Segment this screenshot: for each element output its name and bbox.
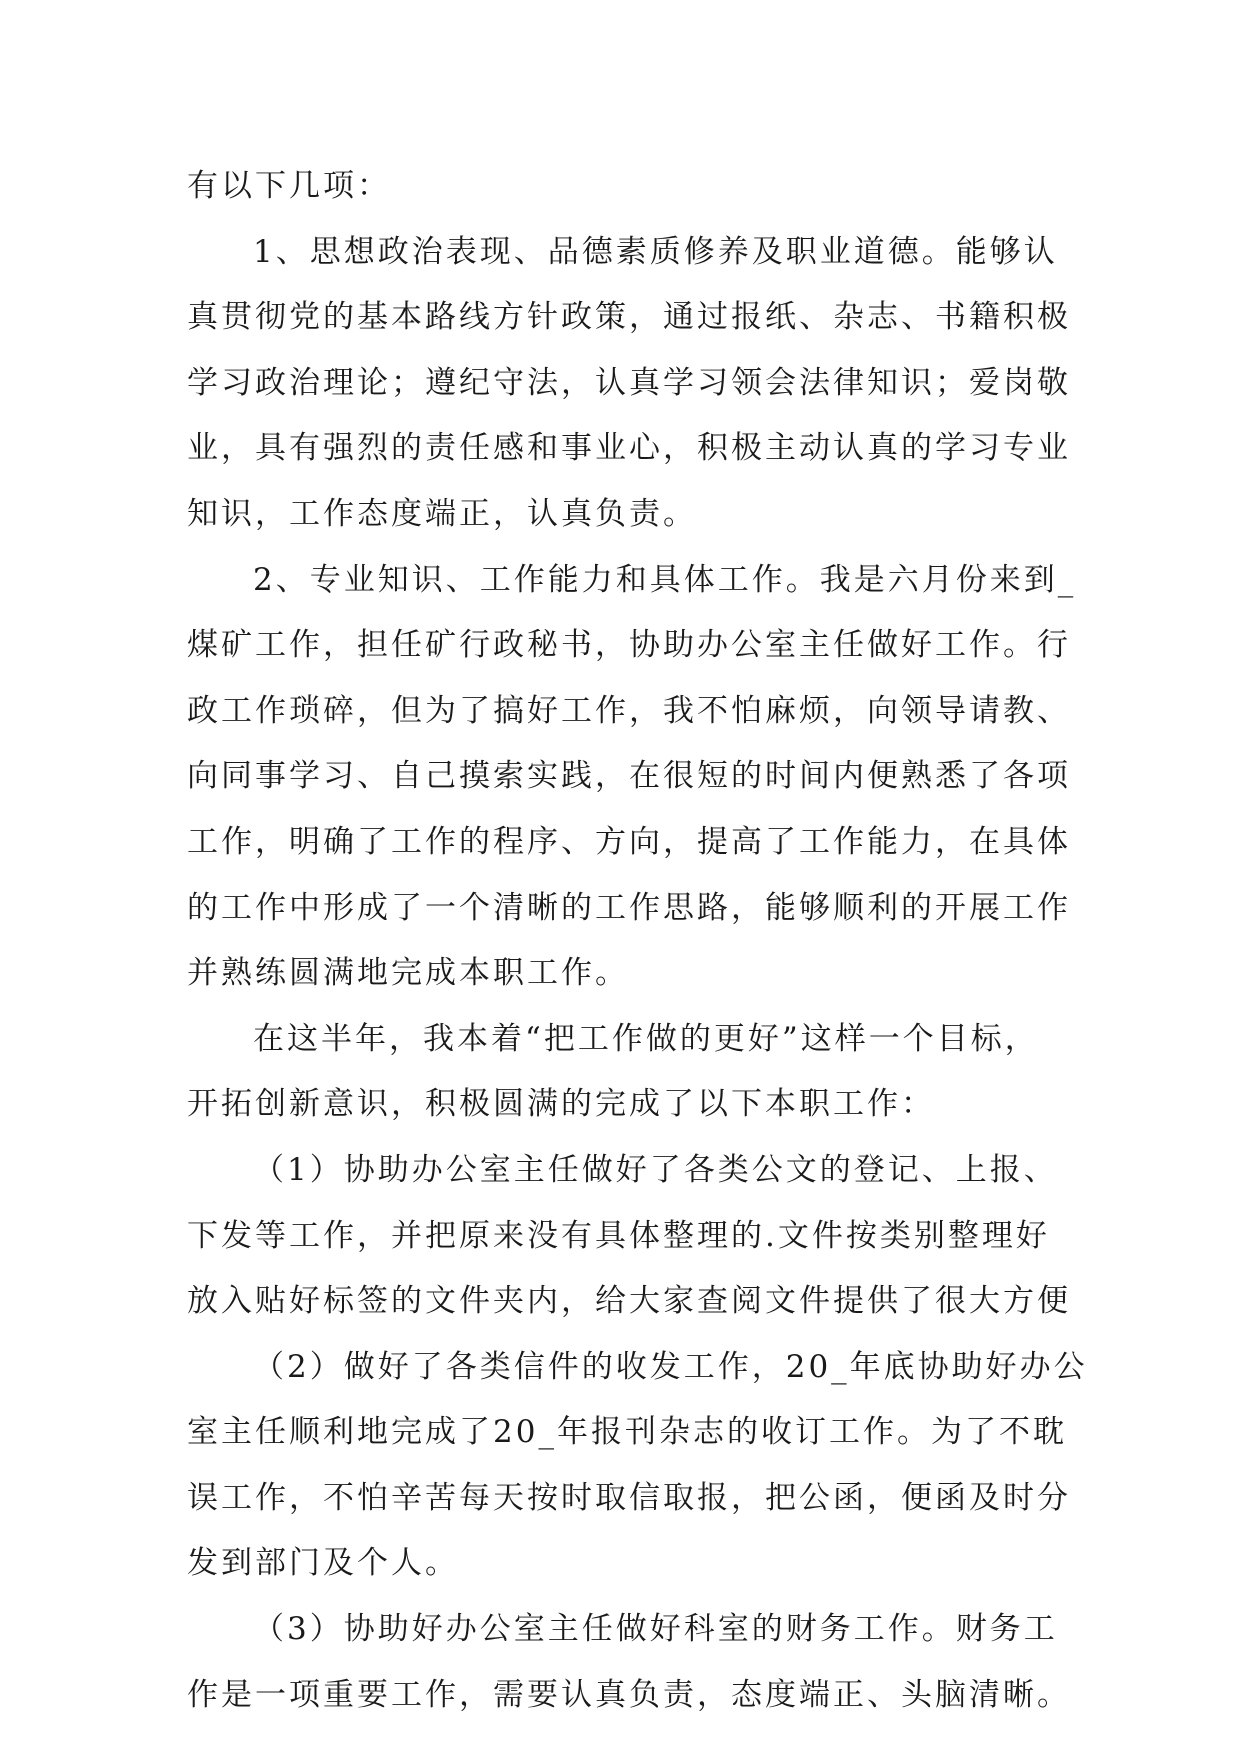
paragraph-task-1: [187, 1138, 1071, 1335]
text-line: （3）协助好办公室主任做好科室的财务工作。财务工: [253, 1611, 1058, 1648]
paragraph-task-3: [187, 1597, 1071, 1728]
paragraph-task-2: [187, 1335, 1088, 1597]
text-line: （2）做好了各类信件的收发工作，20_年底协助好办公: [253, 1348, 1088, 1385]
paragraph-intro: [187, 154, 1067, 220]
paragraph-item-2: [187, 548, 1077, 1007]
text-line: 在这半年，我本着“把工作做的更好”这样一个目标，: [253, 1020, 1039, 1057]
text-line: 的工作中形成了一个清晰的工作思路，能够顺利的开展工作: [187, 889, 1071, 926]
text-line: 有以下几项：: [187, 168, 391, 204]
text-line: 误工作，不怕辛苦每天按时取信取报，把公函，便函及时分: [187, 1479, 1071, 1516]
text-line: 下发等工作，并把原来没有具体整理的.文件按类别整理好: [187, 1217, 1050, 1254]
text-line: 知识，工作态度端正，认真负责。: [187, 495, 697, 532]
text-line: 业，具有强烈的责任感和事业心，积极主动认真的学习专业: [187, 430, 1071, 467]
text-line: 煤矿工作，担任矿行政秘书，协助办公室主任做好工作。行: [187, 627, 1071, 664]
paragraph-half-year: [187, 1007, 1067, 1138]
text-line: 并熟练圆满地完成本职工作。: [187, 955, 629, 992]
text-line: 发到部门及个人。: [187, 1545, 459, 1582]
document-body: [187, 154, 1088, 1728]
paragraph-item-1: [187, 220, 1071, 548]
text-line: 作是一项重要工作，需要认真负责，态度端正、头脑清晰。: [187, 1676, 1071, 1713]
text-line: （1）协助办公室主任做好了各类公文的登记、上报、: [253, 1151, 1058, 1188]
text-line: 真贯彻党的基本路线方针政策，通过报纸、杂志、书籍积极: [187, 299, 1071, 336]
text-line: 开拓创新意识，积极圆满的完成了以下本职工作：: [187, 1086, 935, 1123]
text-line: 向同事学习、自己摸索实践，在很短的时间内便熟悉了各项: [187, 758, 1071, 795]
text-line: 政工作琐碎，但为了搞好工作，我不怕麻烦，向领导请教、: [187, 692, 1071, 729]
text-line: 2、专业知识、工作能力和具体工作。我是六月份来到_: [253, 561, 1077, 598]
text-line: 1、思想政治表现、品德素质修养及职业道德。能够认: [253, 233, 1058, 270]
text-line: 放入贴好标签的文件夹内，给大家查阅文件提供了很大方便: [187, 1283, 1071, 1320]
text-line: 室主任顺利地完成了20_年报刊杂志的收订工作。为了不耽: [187, 1414, 1067, 1451]
text-line: 学习政治理论；遵纪守法，认真学习领会法律知识；爱岗敬: [187, 364, 1071, 401]
text-line: 工作，明确了工作的程序、方向，提高了工作能力，在具体: [187, 823, 1071, 860]
